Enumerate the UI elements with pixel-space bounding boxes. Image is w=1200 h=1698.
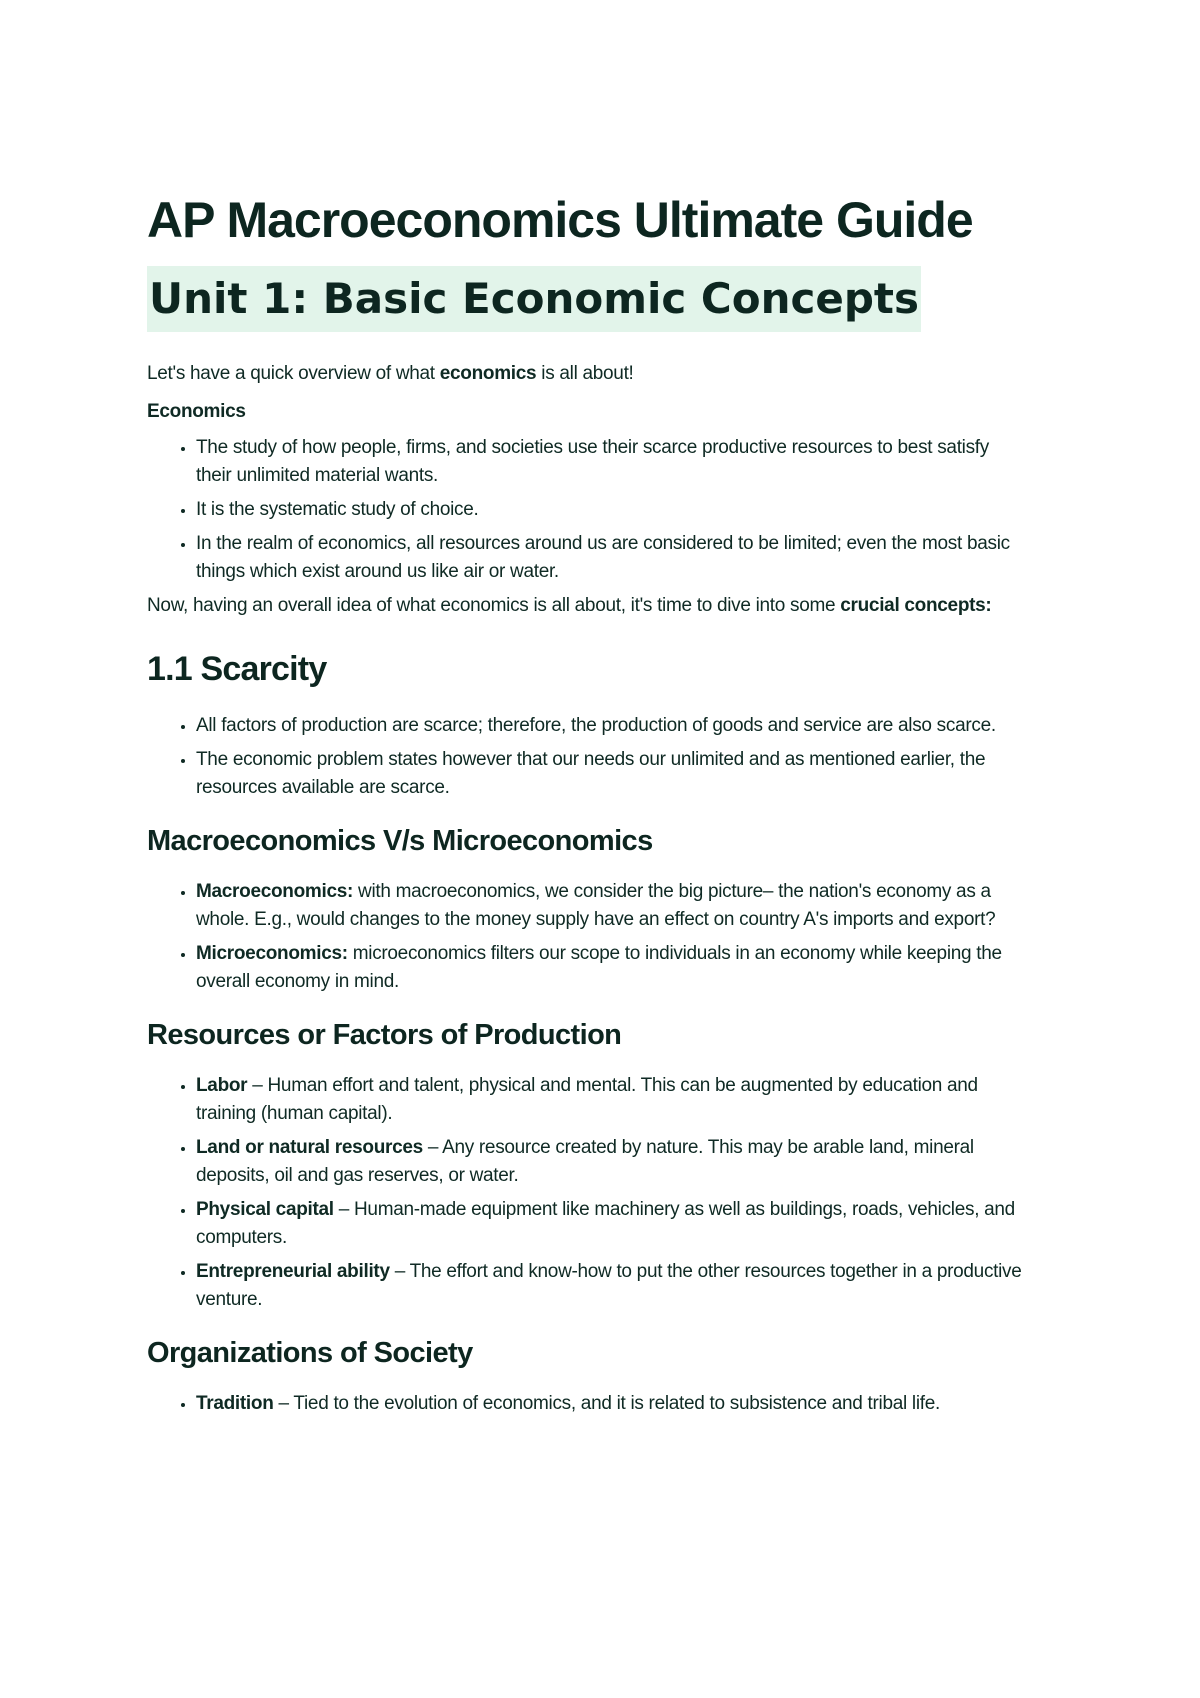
list-item: • It is the systematic study of choice. bbox=[196, 496, 1027, 524]
list-item bbox=[196, 1134, 1027, 1190]
intro-text-after: is all about! bbox=[536, 363, 634, 384]
definition-text: – Human-made equipment like machinery as well as buildings, roads, vehicles, and computers. bbox=[196, 1199, 1015, 1248]
subheading-macro-vs-micro: Macroeconomics V/s Microeconomics bbox=[147, 825, 653, 857]
subheading-organizations: Organizations of Society bbox=[147, 1337, 473, 1369]
definition-text: microeconomics filters our scope to individuals in an economy while keeping the overall economy in mind. bbox=[196, 943, 1002, 992]
macro-micro-list bbox=[147, 878, 1027, 996]
term-tradition: Tradition bbox=[196, 1393, 274, 1414]
section-heading-scarcity: 1.1 Scarcity bbox=[147, 650, 327, 688]
intro-bold-term: economics bbox=[439, 363, 537, 384]
definition-text: – Human effort and talent, physical and mental. This can be augmented by education and training (human capital). bbox=[196, 1075, 978, 1124]
term-microeconomics: Microeconomics: bbox=[196, 943, 348, 964]
intro-text-before: Let's have a quick overview of what bbox=[147, 363, 440, 384]
intro-paragraph bbox=[147, 360, 1027, 388]
list-item bbox=[196, 940, 1027, 996]
term-macroeconomics: Macroeconomics: bbox=[196, 881, 354, 902]
document-page bbox=[147, 188, 1027, 1424]
document-title: AP Macroeconomics Ultimate Guide bbox=[147, 192, 973, 248]
unit-heading: Unit 1: Basic Economic Concepts bbox=[147, 266, 921, 332]
definition-text: – Tied to the evolution of economics, and it is related to subsistence and tribal life. bbox=[273, 1393, 940, 1414]
term-physical-capital: Physical capital bbox=[196, 1199, 334, 1220]
term-entrepreneurial-ability: Entrepreneurial ability bbox=[196, 1261, 390, 1282]
list-item: • The study of how people, firms, and societies use their scarce productive resources to best satisfy their unlimited material wants. bbox=[196, 434, 1027, 490]
list-item bbox=[196, 878, 1027, 934]
economics-list bbox=[147, 434, 1027, 586]
definition-text: with macroeconomics, we consider the big picture– the nation's economy as a whole. E.g., would changes to the money supply have an effect on country A's imports and export? bbox=[196, 881, 996, 930]
organizations-list bbox=[147, 1390, 1027, 1418]
unit-heading-wrap bbox=[147, 266, 1027, 332]
definition-text: – The effort and know-how to put the other resources together in a productive venture. bbox=[196, 1261, 1022, 1310]
term-land: Land or natural resources bbox=[196, 1137, 423, 1158]
list-item bbox=[196, 1390, 1027, 1418]
outro-text-before: Now, having an overall idea of what economics is all about, it's time to dive into some bbox=[147, 595, 841, 616]
outro-paragraph bbox=[147, 592, 1027, 620]
scarcity-list bbox=[147, 712, 1027, 802]
list-item: • The economic problem states however that our needs our unlimited and as mentioned earlier, the resources available are scarce. bbox=[196, 746, 1027, 802]
resources-list bbox=[147, 1072, 1027, 1314]
definition-text: – Any resource created by nature. This may be arable land, mineral deposits, oil and gas reserves, or water. bbox=[196, 1137, 974, 1186]
economics-label: Economics bbox=[147, 401, 246, 422]
subheading-resources: Resources or Factors of Production bbox=[147, 1019, 622, 1051]
outro-bold-term: crucial concepts: bbox=[840, 595, 992, 616]
term-labor: Labor bbox=[196, 1075, 248, 1096]
list-item bbox=[196, 1072, 1027, 1128]
list-item bbox=[196, 1196, 1027, 1252]
list-item: • In the realm of economics, all resources around us are considered to be limited; even the most basic things which exist around us like air or water. bbox=[196, 530, 1027, 586]
list-item bbox=[196, 1258, 1027, 1314]
list-item: • All factors of production are scarce; therefore, the production of goods and service are also scarce. bbox=[196, 712, 1027, 740]
